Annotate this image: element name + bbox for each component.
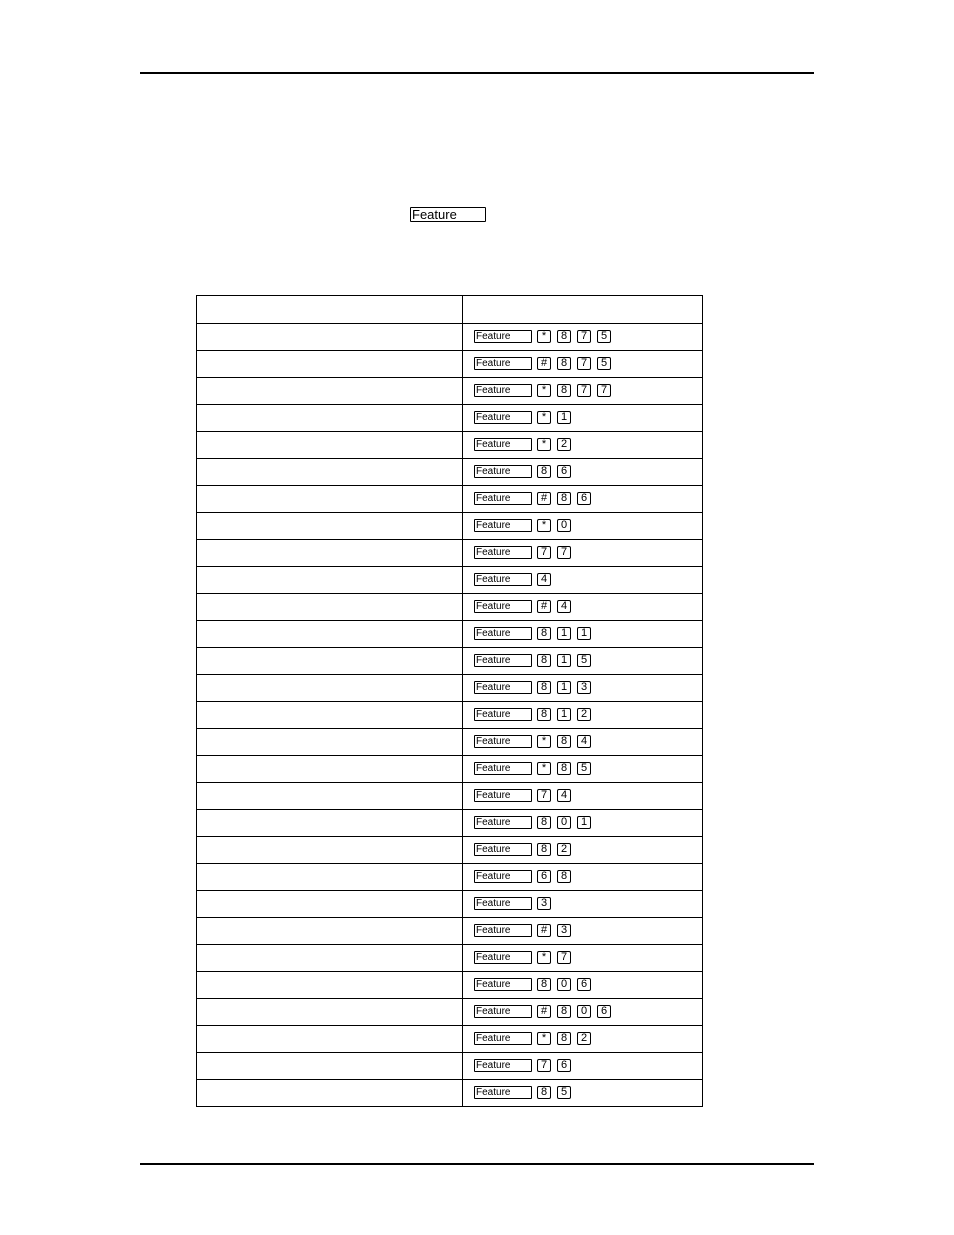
feature-code-cell: [463, 567, 703, 594]
table-row: [197, 675, 703, 702]
table-row: [197, 1080, 703, 1107]
dial-key: 2: [577, 708, 591, 721]
feature-name-cell: [197, 972, 463, 999]
dial-key: 0: [577, 1005, 591, 1018]
feature-key: Feature: [474, 816, 532, 829]
dial-key: *: [537, 1032, 551, 1045]
feature-code-cell: [463, 675, 703, 702]
table-row: [197, 405, 703, 432]
dial-key: 7: [537, 1059, 551, 1072]
feature-key: Feature: [474, 519, 532, 532]
table-row: [197, 594, 703, 621]
dial-key: *: [537, 438, 551, 451]
header-feature-code: [463, 296, 703, 324]
feature-name-cell: [197, 864, 463, 891]
feature-code-cell: [463, 540, 703, 567]
dial-key: 8: [557, 1005, 571, 1018]
feature-code-cell: [463, 405, 703, 432]
dial-key: *: [537, 735, 551, 748]
feature-code-cell: [463, 378, 703, 405]
feature-name-cell: [197, 648, 463, 675]
feature-code-cell: [463, 972, 703, 999]
feature-code-cell: [463, 999, 703, 1026]
dial-key: 1: [577, 816, 591, 829]
feature-code-cell: [463, 1053, 703, 1080]
feature-code-cell: [463, 810, 703, 837]
feature-name-cell: [197, 351, 463, 378]
feature-code-cell: [463, 729, 703, 756]
table-row: [197, 621, 703, 648]
feature-code-cell: [463, 513, 703, 540]
dial-key: 1: [557, 627, 571, 640]
feature-key: Feature: [474, 600, 532, 613]
table-row: [197, 1026, 703, 1053]
dial-key: 8: [557, 357, 571, 370]
dial-key: 7: [537, 546, 551, 559]
feature-name-cell: [197, 378, 463, 405]
feature-key: Feature: [474, 1086, 532, 1099]
dial-key: 5: [597, 330, 611, 343]
feature-name-cell: [197, 837, 463, 864]
feature-name-cell: [197, 540, 463, 567]
dial-key: 6: [557, 465, 571, 478]
dial-key: *: [537, 951, 551, 964]
dial-key: 8: [557, 735, 571, 748]
feature-name-cell: [197, 999, 463, 1026]
feature-key: Feature: [474, 897, 532, 910]
feature-key: Feature: [474, 654, 532, 667]
feature-name-cell: [197, 1080, 463, 1107]
dial-key: 7: [577, 384, 591, 397]
dial-key: *: [537, 411, 551, 424]
dial-key: 8: [537, 978, 551, 991]
feature-code-cell: [463, 945, 703, 972]
table-row: [197, 432, 703, 459]
dial-key: 7: [597, 384, 611, 397]
table-row: [197, 324, 703, 351]
dial-key: 3: [557, 924, 571, 937]
dial-key: #: [537, 600, 551, 613]
dial-key: 8: [537, 681, 551, 694]
dial-key: 8: [537, 708, 551, 721]
dial-key: 8: [557, 762, 571, 775]
feature-key: Feature: [474, 573, 532, 586]
table-row: [197, 864, 703, 891]
feature-name-cell: [197, 783, 463, 810]
feature-name-cell: [197, 324, 463, 351]
feature-code-cell: [463, 1080, 703, 1107]
feature-key: Feature: [474, 1005, 532, 1018]
feature-code-table: [196, 295, 703, 1107]
dial-key: 8: [537, 816, 551, 829]
dial-key: 7: [537, 789, 551, 802]
dial-key: 8: [557, 492, 571, 505]
feature-name-cell: [197, 459, 463, 486]
table-row: [197, 918, 703, 945]
dial-key: 3: [577, 681, 591, 694]
feature-code-cell: [463, 594, 703, 621]
feature-name-cell: [197, 756, 463, 783]
feature-key: Feature: [474, 843, 532, 856]
feature-name-cell: [197, 567, 463, 594]
dial-key: 5: [577, 654, 591, 667]
dial-key: 7: [557, 546, 571, 559]
dial-key: 8: [537, 627, 551, 640]
feature-key: Feature: [474, 681, 532, 694]
dial-key: 4: [537, 573, 551, 586]
feature-code-cell: [463, 918, 703, 945]
dial-key: 4: [577, 735, 591, 748]
table-row: [197, 783, 703, 810]
table-row: [197, 756, 703, 783]
feature-name-cell: [197, 513, 463, 540]
feature-key: Feature: [474, 546, 532, 559]
feature-code-cell: [463, 864, 703, 891]
feature-name-cell: [197, 675, 463, 702]
table-row: [197, 945, 703, 972]
table-header-row: [197, 296, 703, 324]
table-row: [197, 972, 703, 999]
table-row: [197, 486, 703, 513]
feature-code-cell: [463, 351, 703, 378]
dial-key: 2: [557, 843, 571, 856]
table-row: [197, 837, 703, 864]
feature-key: Feature: [474, 735, 532, 748]
dial-key: 1: [557, 411, 571, 424]
feature-key: Feature: [474, 924, 532, 937]
feature-key: Feature: [474, 762, 532, 775]
dial-key: 6: [557, 1059, 571, 1072]
feature-name-cell: [197, 486, 463, 513]
dial-key: 6: [577, 492, 591, 505]
table-row: [197, 459, 703, 486]
dial-key: 2: [577, 1032, 591, 1045]
table-row: [197, 540, 703, 567]
dial-key: 5: [577, 762, 591, 775]
feature-name-cell: [197, 432, 463, 459]
header-rule: [140, 72, 814, 74]
dial-key: 4: [557, 789, 571, 802]
dial-key: 7: [577, 330, 591, 343]
feature-key: Feature: [474, 789, 532, 802]
feature-name-cell: [197, 1053, 463, 1080]
table-row: [197, 513, 703, 540]
dial-key: 7: [577, 357, 591, 370]
footer-rule: [140, 1163, 814, 1165]
dial-key: 8: [557, 870, 571, 883]
dial-key: 5: [557, 1086, 571, 1099]
feature-key: Feature: [474, 1032, 532, 1045]
feature-key: Feature: [474, 357, 532, 370]
feature-name-cell: [197, 891, 463, 918]
feature-name-cell: [197, 1026, 463, 1053]
dial-key: #: [537, 1005, 551, 1018]
dial-key: 0: [557, 978, 571, 991]
feature-key: Feature: [474, 951, 532, 964]
dial-key: 8: [537, 1086, 551, 1099]
feature-key: Feature: [474, 978, 532, 991]
feature-code-cell: [463, 324, 703, 351]
feature-code-cell: [463, 648, 703, 675]
feature-name-cell: [197, 729, 463, 756]
dial-key: 0: [557, 816, 571, 829]
dial-key: 8: [537, 843, 551, 856]
dial-key: 5: [597, 357, 611, 370]
table-body: [197, 324, 703, 1107]
table-row: [197, 810, 703, 837]
dial-key: 2: [557, 438, 571, 451]
feature-name-cell: [197, 594, 463, 621]
dial-key: 4: [557, 600, 571, 613]
dial-key: 8: [537, 465, 551, 478]
dial-key: *: [537, 330, 551, 343]
table-row: [197, 378, 703, 405]
dial-key: *: [537, 762, 551, 775]
feature-key: Feature: [474, 384, 532, 397]
table-row: [197, 567, 703, 594]
header-feature-name: [197, 296, 463, 324]
table-row: [197, 999, 703, 1026]
table-row: [197, 729, 703, 756]
dial-key: 1: [557, 708, 571, 721]
feature-key-inline: Feature: [410, 207, 486, 222]
feature-code-cell: [463, 702, 703, 729]
feature-key: Feature: [474, 627, 532, 640]
feature-key: Feature: [474, 411, 532, 424]
dial-key: 0: [557, 519, 571, 532]
dial-key: 8: [537, 654, 551, 667]
feature-key: Feature: [474, 1059, 532, 1072]
table-row: [197, 702, 703, 729]
feature-key: Feature: [474, 330, 532, 343]
feature-code-cell: [463, 459, 703, 486]
dial-key: 8: [557, 330, 571, 343]
feature-name-cell: [197, 810, 463, 837]
dial-key: 1: [577, 627, 591, 640]
feature-code-cell: [463, 756, 703, 783]
feature-key: Feature: [474, 708, 532, 721]
table-row: [197, 891, 703, 918]
dial-key: 1: [557, 681, 571, 694]
dial-key: 8: [557, 384, 571, 397]
feature-key: Feature: [474, 870, 532, 883]
feature-code-cell: [463, 621, 703, 648]
feature-name-cell: [197, 621, 463, 648]
table-row: [197, 1053, 703, 1080]
dial-key: 6: [597, 1005, 611, 1018]
feature-code-cell: [463, 837, 703, 864]
table-row: [197, 351, 703, 378]
feature-code-cell: [463, 1026, 703, 1053]
dial-key: *: [537, 519, 551, 532]
dial-key: #: [537, 924, 551, 937]
feature-code-cell: [463, 432, 703, 459]
feature-code-cell: [463, 783, 703, 810]
feature-key: Feature: [474, 492, 532, 505]
dial-key: *: [537, 384, 551, 397]
table-row: [197, 648, 703, 675]
feature-key: Feature: [474, 438, 532, 451]
dial-key: 7: [557, 951, 571, 964]
dial-key: 3: [537, 897, 551, 910]
feature-key: Feature: [474, 465, 532, 478]
dial-key: 6: [577, 978, 591, 991]
feature-name-cell: [197, 918, 463, 945]
dial-key: 8: [557, 1032, 571, 1045]
dial-key: 6: [537, 870, 551, 883]
dial-key: #: [537, 492, 551, 505]
feature-code-cell: [463, 891, 703, 918]
feature-code-cell: [463, 486, 703, 513]
feature-name-cell: [197, 702, 463, 729]
feature-name-cell: [197, 945, 463, 972]
dial-key: 1: [557, 654, 571, 667]
dial-key: #: [537, 357, 551, 370]
feature-name-cell: [197, 405, 463, 432]
